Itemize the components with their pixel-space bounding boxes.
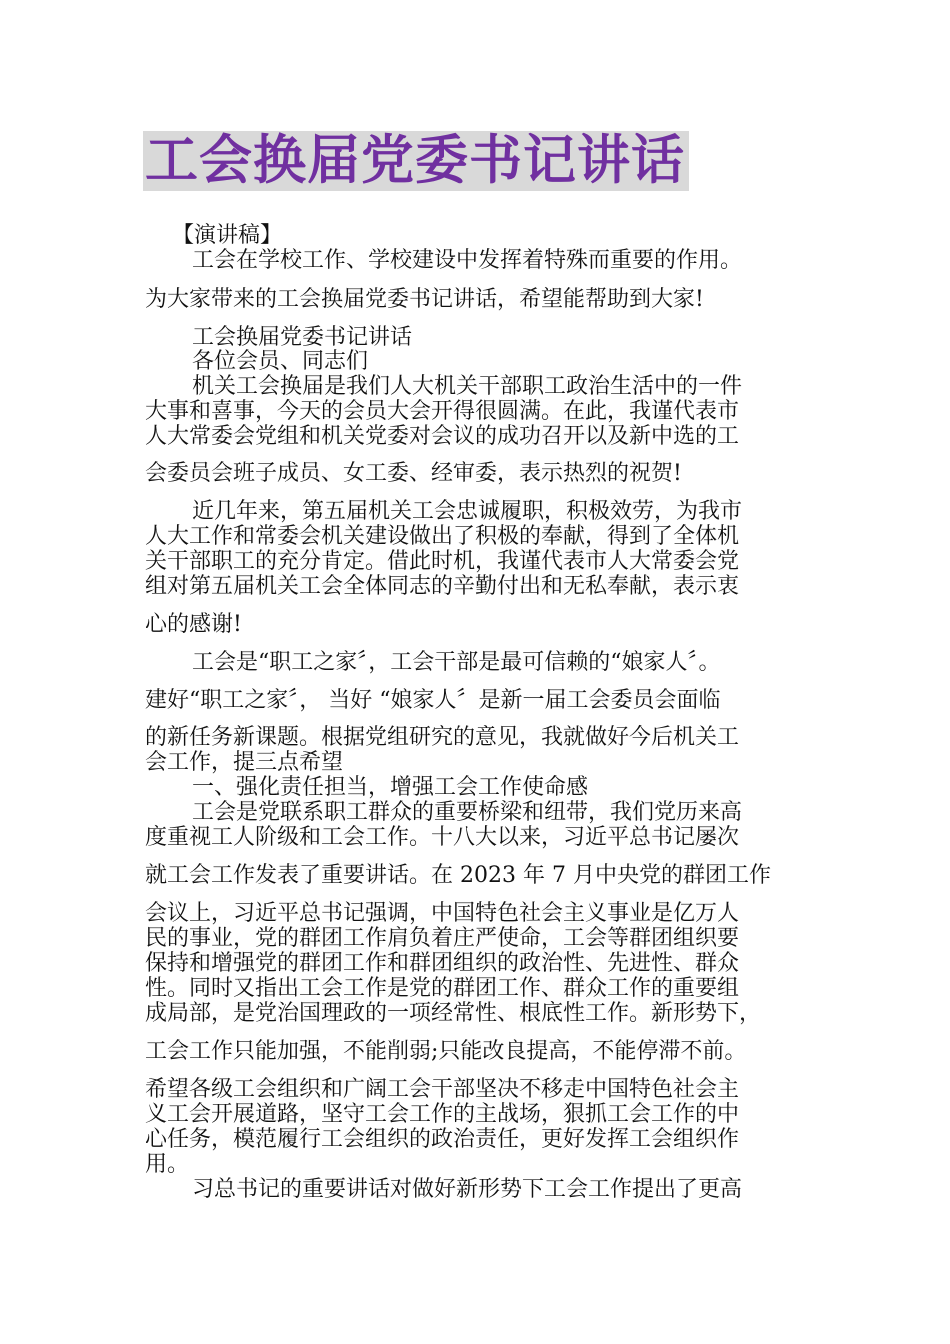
text-line: 用。: [145, 1152, 190, 1177]
text-line: 希望各级工会组织和广阔工会干部坚决不移走中国特色社会主: [145, 1077, 740, 1102]
text-line: 【演讲稿】: [172, 223, 283, 248]
text-line: 工会是党联系职工群众的重要桥梁和纽带，我们党历来高: [192, 800, 743, 825]
text-line: 大事和喜事，今天的会员大会开得很圆满。在此，我谨代表市: [145, 399, 740, 424]
text-line: 一、强化责任担当，增强工会工作使命感: [192, 775, 589, 800]
text-line: 工会换届党委书记讲话: [192, 325, 413, 350]
text-line: 会工作，提三点希望: [145, 750, 344, 775]
text-line: 各位会员、同志们: [192, 349, 369, 374]
text-line: 机关工会换届是我们人大机关干部职工政治生活中的一件: [192, 374, 743, 399]
text-line: 的新任务新课题。根据党组研究的意见，我就做好今后机关工: [145, 725, 740, 750]
text-line: 心的感谢!: [145, 612, 242, 637]
text-line: 组对第五届机关工会全体同志的辛勤付出和无私奉献，表示衷: [145, 574, 740, 599]
text-line: 工会工作只能加强，不能削弱;只能改良提高，不能停滞不前。: [145, 1039, 747, 1064]
text-line: 度重视工人阶级和工会工作。十八大以来，习近平总书记屡次: [145, 825, 740, 850]
text-line: 关干部职工的充分肯定。借此时机，我谨代表市人大常委会党: [145, 549, 740, 574]
text-line: 人大常委会党组和机关党委对会议的成功召开以及新中选的工: [145, 424, 740, 449]
text-line: 成局部，是党治国理政的一项经常性、根底性工作。新形势下，: [145, 1001, 762, 1026]
text-line: 近几年来，第五届机关工会忠诚履职，积极效劳，为我市: [192, 499, 743, 524]
text-line: 义工会开展道路，坚守工会工作的主战场，狠抓工会工作的中: [145, 1102, 740, 1127]
text-line: 为大家带来的工会换届党委书记讲话，希望能帮助到大家!: [145, 287, 704, 312]
text-line: 民的事业，党的群团工作肩负着庄严使命，工会等群团组织要: [145, 926, 740, 951]
text-line: 保持和增强党的群团工作和群团组织的政治性、先进性、群众: [145, 951, 740, 976]
text-line: 习总书记的重要讲话对做好新形势下工会工作提出了更高: [192, 1177, 743, 1202]
text-line: 会委员会班子成员、女工委、经审委，表示热烈的祝贺!: [145, 461, 682, 486]
text-line: 性。同时又指出工会工作是党的群团工作、群众工作的重要组: [145, 976, 740, 1001]
text-line: 会议上，习近平总书记强调，中国特色社会主义事业是亿万人: [145, 901, 740, 926]
text-line: 心任务，模范履行工会组织的政治责任，更好发挥工会组织作: [145, 1127, 740, 1152]
text-line: 工会是“职工之家〞，工会干部是最可信赖的“娘家人〞。: [192, 650, 721, 675]
text-line: 就工会工作发表了重要讲话。在 2023 年 7 月中央党的群团工作: [145, 863, 771, 888]
text-line: 工会在学校工作、学校建设中发挥着特殊而重要的作用。: [192, 248, 743, 273]
text-line: 建好“职工之家〞， 当好 “娘家人〞是新一届工会委员会面临: [145, 688, 721, 713]
text-line: 人大工作和常委会机关建设做出了积极的奉献，得到了全体机: [145, 524, 740, 549]
page-title: 工会换届党委书记讲话: [145, 130, 685, 191]
title-highlight: [143, 131, 689, 191]
